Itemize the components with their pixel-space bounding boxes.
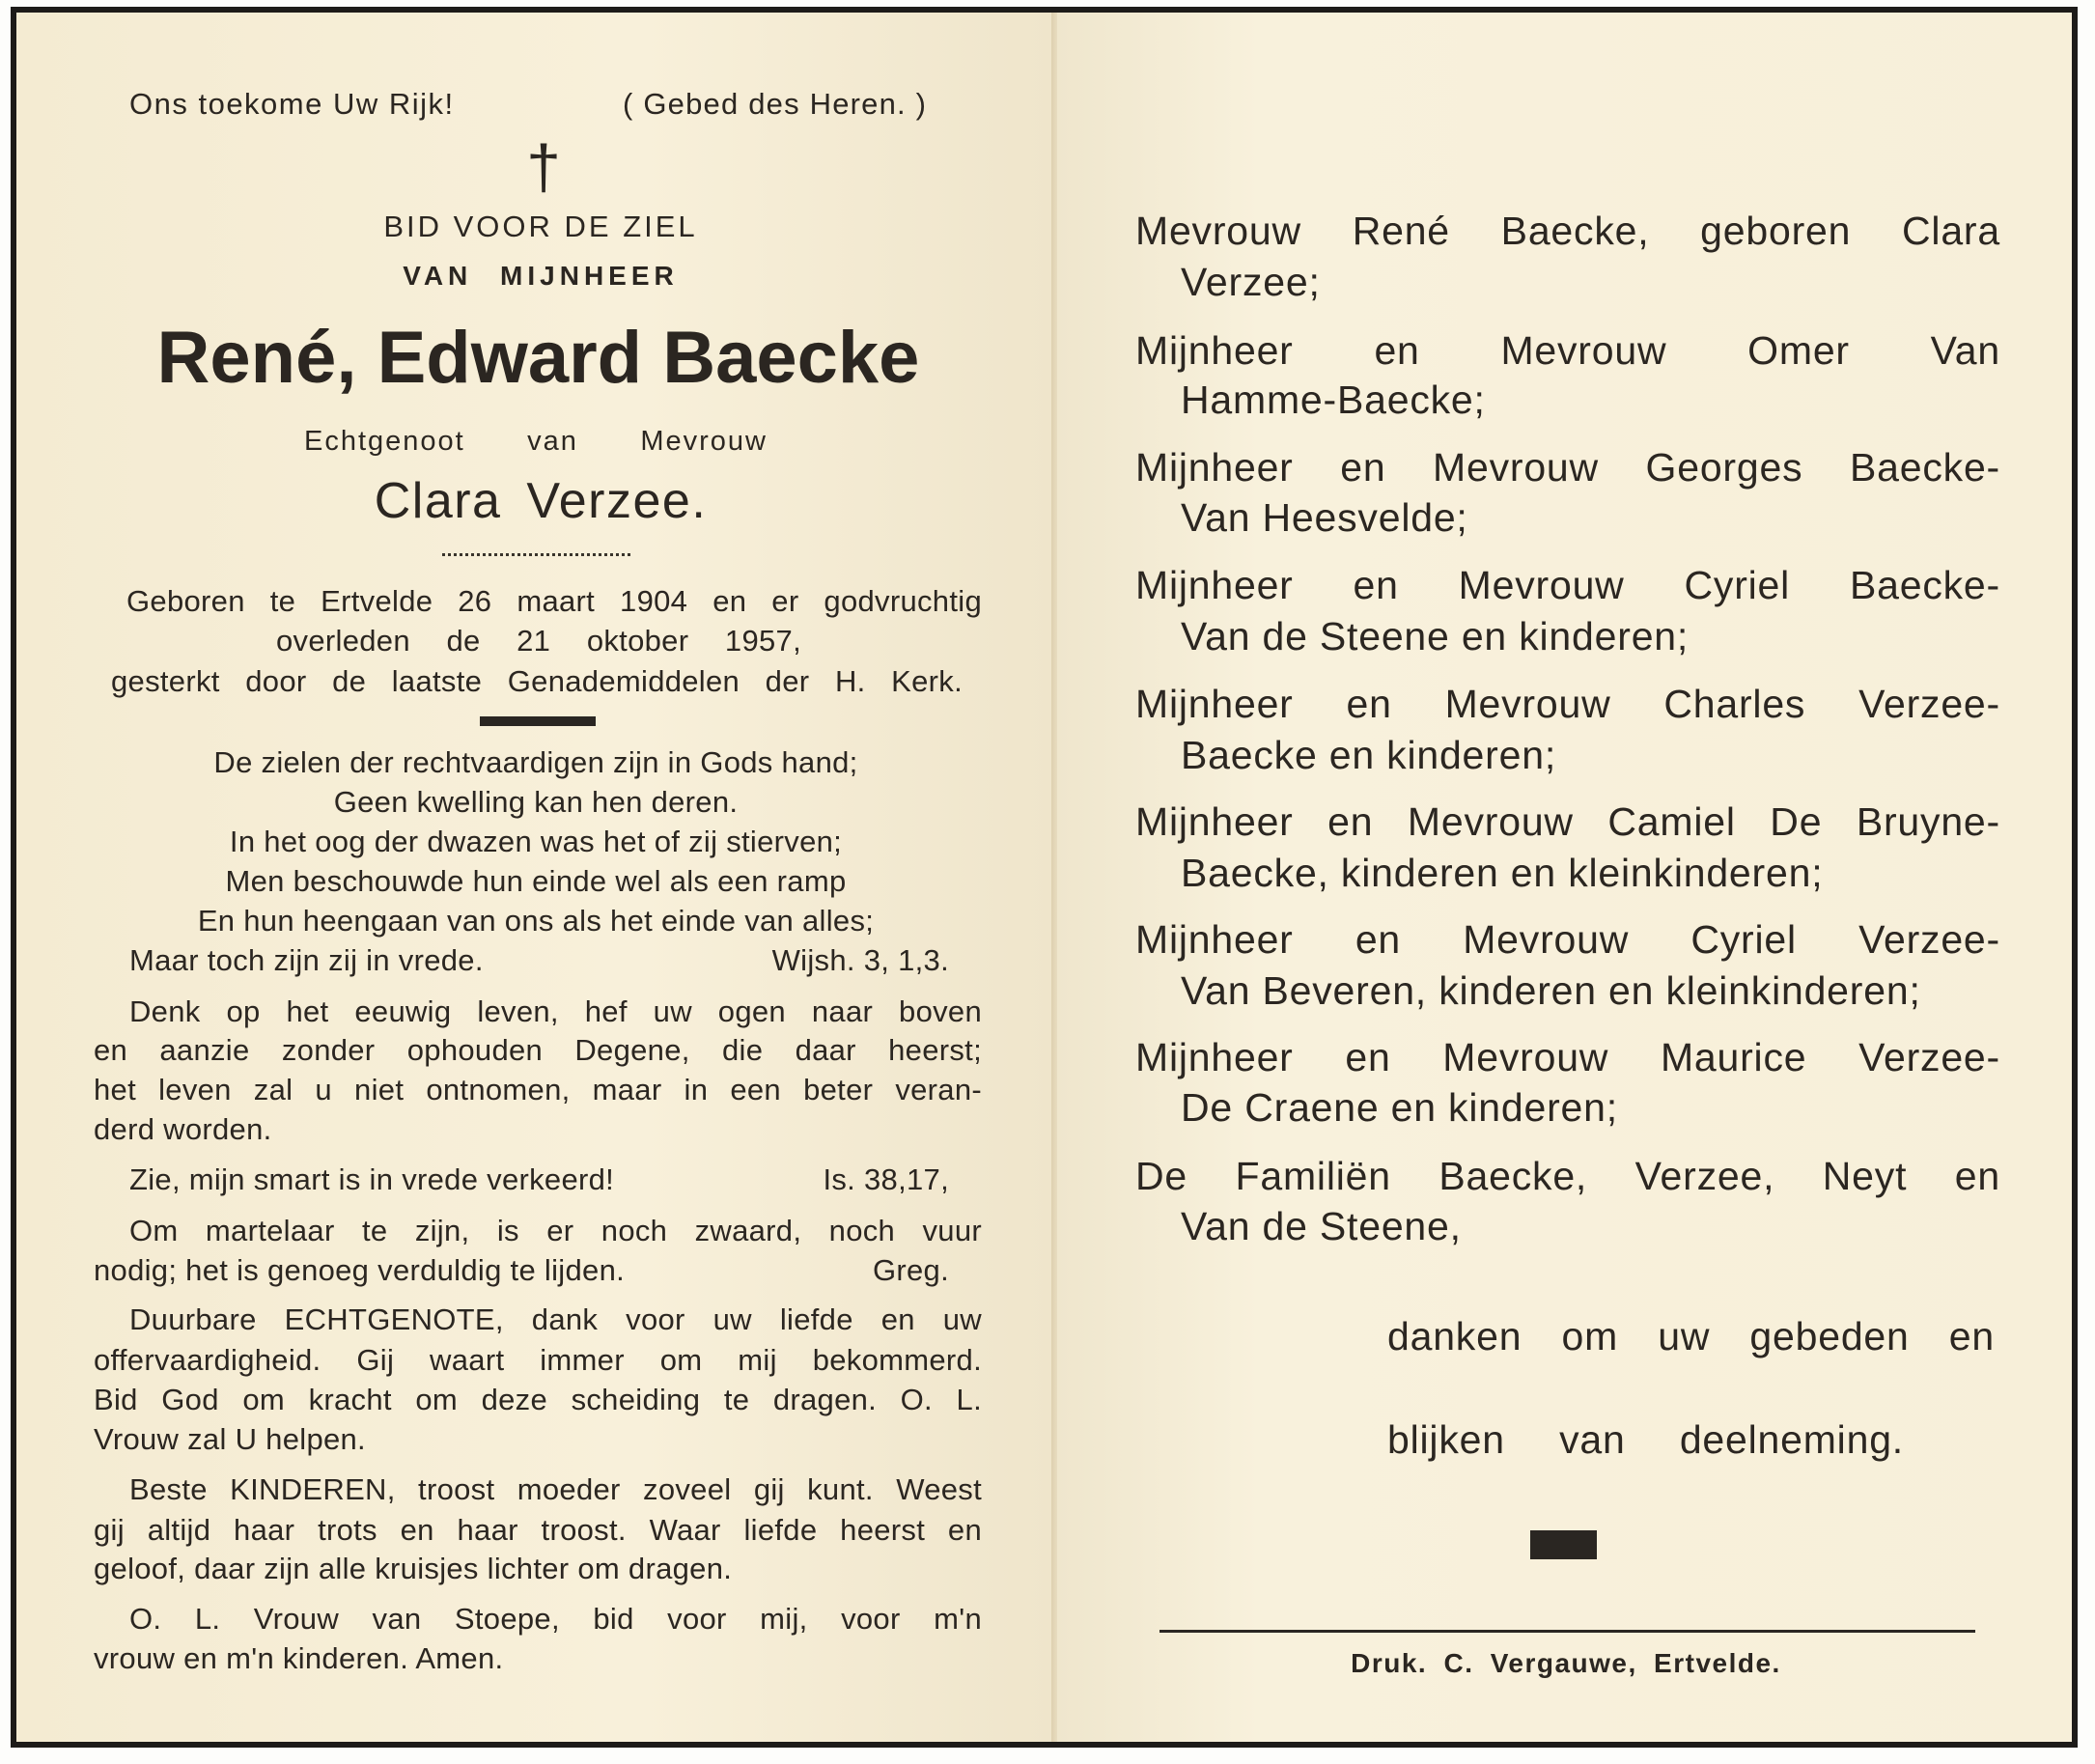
family-entry-line2: Van Beveren, kinderen en kleinkinderen; <box>1181 968 1921 1013</box>
text-line: Duurbare ECHTGENOTE, dank voor uw liefde en uw <box>129 1302 982 1336</box>
thanks-line: blijken van deelneming. <box>1387 1417 1904 1462</box>
text-line: offervaardigheid. Gij waart immer om mij bekommerd. <box>94 1343 982 1377</box>
family-entry-line1: Mijnheer en Mevrouw Omer Van <box>1135 328 2000 373</box>
zie-line <box>129 1160 949 1200</box>
spouse-intro: Echtgenoot van Mevrouw <box>304 426 768 457</box>
text-line: Om martelaar te zijn, is er noch zwaard, noch vuur <box>129 1214 982 1247</box>
bid-voor-heading: BID VOOR DE ZIEL <box>383 210 698 243</box>
family-entry-line1: Mevrouw René Baecke, geboren Clara <box>1135 209 2000 253</box>
text-line: vrouw en m'n kinderen. Amen. <box>94 1641 504 1675</box>
deceased-name: René, Edward Baecke <box>156 317 920 399</box>
spouse-name: Clara Verzee. <box>374 473 708 529</box>
family-entry-line1: Mijnheer en Mevrouw Maurice Verzee- <box>1135 1035 2000 1079</box>
family-entry-line2: Van de Steene en kinderen; <box>1181 614 1690 658</box>
verse-line: En hun heengaan van ons als het einde van alles; <box>197 904 875 938</box>
birth-line: Geboren te Ertvelde 26 maart 1904 en er godvruchtig <box>126 584 982 618</box>
family-entry-line2: Van de Steene, <box>1181 1204 1462 1248</box>
family-entry-line1: Mijnheer en Mevrouw Georges Baecke- <box>1135 445 2000 490</box>
family-entry-line2: De Craene en kinderen; <box>1181 1085 1618 1130</box>
text-line: gij altijd haar trots en haar troost. Waar liefde heerst en <box>94 1513 982 1547</box>
family-entry-line2: Hamme-Baecke; <box>1181 378 1486 422</box>
scripture-reference: Wijsh. 3, 1,3. <box>771 943 949 977</box>
om-last-line <box>94 1250 949 1291</box>
family-entry-line1: Mijnheer en Mevrouw Camiel De Bruyne- <box>1135 799 2000 844</box>
text-line: Bid God om kracht om deze scheiding te dragen. O. L. <box>94 1383 982 1416</box>
ornament-bar <box>480 716 596 726</box>
printer-credit: Druk. C. Vergauwe, Ertvelde. <box>1351 1648 1781 1678</box>
verse-line: De zielen der rechtvaardigen zijn in Gods hand; <box>213 745 858 779</box>
family-entry-line1: Mijnheer en Mevrouw Cyriel Baecke- <box>1135 563 2000 607</box>
family-entry-line2: Baecke, kinderen en kleinkinderen; <box>1181 851 1824 895</box>
line-text: nodig; het is genoeg verduldig te lijden. <box>94 1253 626 1287</box>
van-mijnheer-heading: VAN MIJNHEER <box>403 261 679 291</box>
dotted-divider <box>442 553 630 556</box>
text-line: en aanzie zonder ophouden Degene, die daar heerst; <box>94 1033 982 1067</box>
family-entry-line2: Verzee; <box>1181 260 1321 304</box>
text-line: Beste KINDEREN, troost moeder zoveel gij kunt. Weest <box>129 1472 982 1506</box>
prayer-left: Ons toekome Uw Rijk! <box>129 87 455 121</box>
text-line: geloof, daar zijn alle kruisjes lichter om dragen. <box>94 1552 733 1585</box>
text-line: Vrouw zal U helpen. <box>94 1422 366 1456</box>
footer-rule <box>1159 1630 1975 1633</box>
family-entry-line2: Baecke en kinderen; <box>1181 733 1557 777</box>
prayer-right: ( Gebed des Heren. ) <box>623 87 928 121</box>
verse-line: Men beschouwde hun einde wel als een ramp <box>225 864 847 898</box>
thanks-line: danken om uw gebeden en <box>1387 1314 1995 1358</box>
verse-line: Geen kwelling kan hen deren. <box>333 785 739 819</box>
line-text: Maar toch zijn zij in vrede. <box>129 943 484 977</box>
verse-line: In het oog der dwazen was het of zij stierven; <box>229 825 843 858</box>
verse-last-line <box>129 940 949 981</box>
text-line: O. L. Vrouw van Stoepe, bid voor mij, voor m'n <box>129 1602 982 1636</box>
family-entry-line1: De Familiën Baecke, Verzee, Neyt en <box>1135 1154 2000 1198</box>
cross-icon: † <box>526 132 561 202</box>
text-line: derd worden. <box>94 1112 272 1146</box>
line-text: Zie, mijn smart is in vrede verkeerd! <box>129 1162 615 1196</box>
family-entry-line1: Mijnheer en Mevrouw Cyriel Verzee- <box>1135 917 2000 962</box>
text-line: het leven zal u niet ontnomen, maar in een beter veran- <box>94 1073 982 1106</box>
scripture-reference: Is. 38,17, <box>823 1162 949 1196</box>
birth-line: overleden de 21 oktober 1957, <box>276 624 801 658</box>
family-entry-line2: Van Heesvelde; <box>1181 495 1468 540</box>
birth-line: gesterkt door de laatste Genademiddelen der H. Kerk. <box>111 664 963 698</box>
scripture-reference: Greg. <box>872 1253 949 1287</box>
family-entry-line1: Mijnheer en Mevrouw Charles Verzee- <box>1135 682 2000 726</box>
text-line: Denk op het eeuwig leven, hef uw ogen naar boven <box>129 994 982 1028</box>
ornament-block <box>1530 1530 1597 1559</box>
